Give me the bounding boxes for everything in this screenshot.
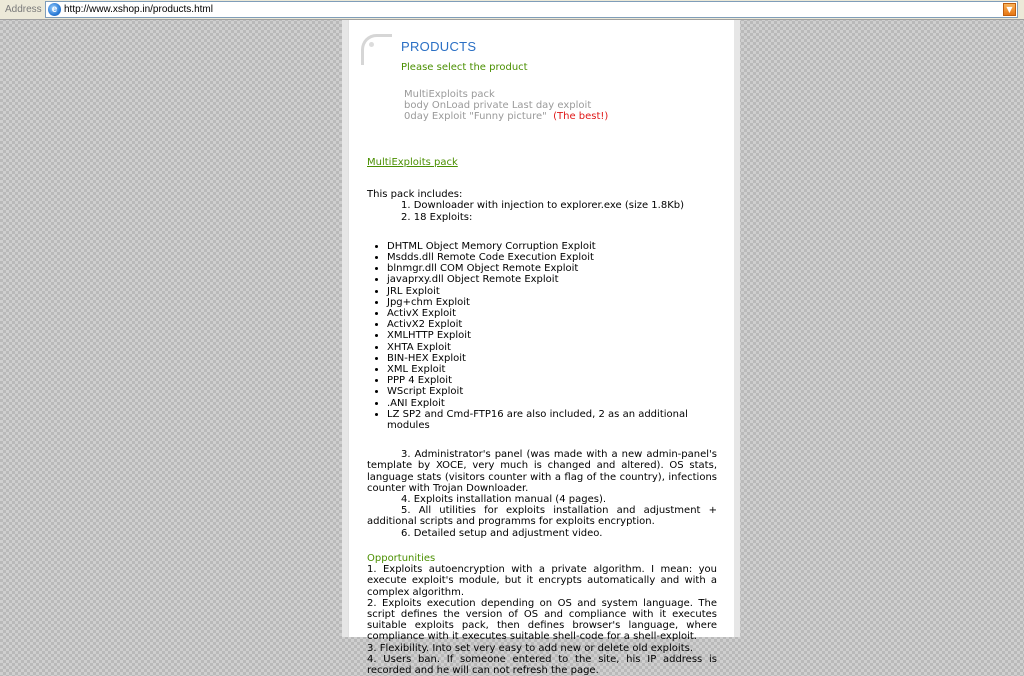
includes-item-4: 4. Exploits installation manual (4 pages). [401, 494, 607, 506]
list-item: • Jpg+chm Exploit [387, 297, 717, 308]
opportunities-heading: Opportunities [367, 552, 436, 564]
list-item: • ActivX2 Exploit [387, 319, 717, 330]
list-item: • JRL Exploit [387, 286, 717, 297]
address-input[interactable] [45, 1, 1018, 18]
list-item: • .ANI Exploit [387, 398, 717, 409]
includes-item-3: 3. Administrator's panel (was made with a new admin-panel's template by XOCE, very much is changed and altered). OS stats, language stats (visitors counter with a flag of the country), infections counter with Trojan Downloader. [367, 449, 717, 494]
list-item: • XML Exploit [387, 364, 717, 375]
url-text[interactable]: http://www.xshop.in/products.html [64, 4, 213, 15]
list-item: • PPP 4 Exploit [387, 375, 717, 386]
includes-item-5: 5. All utilities for exploits installation and adjustment + additional scripts and programms for exploits encryption. [367, 505, 717, 528]
opportunity-item: 2. Exploits execution depending on OS and system language. The script defines the version of OS and compliance with it executes suitable exploits pack, then defines browser's language, where compliance with it executes suitable shell-code for a shell-exploit. [367, 597, 717, 643]
menu-item-onload-exploit[interactable]: body OnLoad private Last day exploit [404, 100, 592, 111]
address-label: Address [5, 4, 42, 15]
corner-ornament-icon [361, 34, 392, 65]
best-badge: (The best!) [553, 111, 609, 122]
ie-page-icon: e [48, 3, 61, 16]
page-title: PRODUCTS [401, 39, 477, 54]
list-item: • LZ SP2 and Cmd-FTP16 are also included, 2 as an additional modules [387, 409, 717, 431]
includes-item: 1. Downloader with injection to explorer.exe (size 1.8Kb) [401, 200, 685, 212]
product-description [367, 157, 717, 676]
includes-heading: This pack includes: [367, 189, 463, 201]
includes-item-6: 6. Detailed setup and adjustment video. [401, 527, 603, 539]
exploit-list [367, 241, 717, 431]
list-item: • DHTML Object Memory Corruption Exploit [387, 241, 717, 252]
page-subtitle: Please select the product [401, 62, 528, 73]
menu-item-funny-picture-label[interactable]: 0day Exploit "Funny picture" [404, 111, 547, 122]
list-item: • javaprxy.dll Object Remote Exploit [387, 274, 717, 285]
list-item: • WScript Exploit [387, 386, 717, 397]
list-item: • XMLHTTP Exploit [387, 330, 717, 341]
list-item: • Msdds.dll Remote Code Execution Exploit [387, 252, 717, 263]
page-column [348, 20, 740, 676]
address-bar [0, 0, 1024, 20]
list-item: • XHTA Exploit [387, 342, 717, 353]
list-item: • ActivX Exploit [387, 308, 717, 319]
address-dropdown-button[interactable]: ▼ [1003, 3, 1016, 16]
list-item: • BIN-HEX Exploit [387, 353, 717, 364]
product-menu [404, 89, 608, 122]
includes-item: 2. 18 Exploits: [401, 211, 473, 223]
list-item: • blnmgr.dll COM Object Remote Exploit [387, 263, 717, 274]
menu-item-multiexploits[interactable]: MultiExploits pack [404, 89, 495, 100]
opportunity-item: 3. Flexibility. Into set very easy to add new or delete old exploits. [367, 642, 694, 654]
menu-item-funny-picture[interactable] [404, 111, 608, 122]
opportunity-item: 4. Users ban. If someone entered to the site, his IP address is recorded and he will can not refresh the page. [367, 653, 717, 676]
opportunity-item: 1. Exploits autoencryption with a private algorithm. I mean: you execute exploit's module, but it encrypts automatically and with a complex algorithm. [367, 564, 717, 598]
corner-dot-icon [369, 42, 374, 47]
pack-link[interactable]: MultiExploits pack [367, 157, 458, 168]
